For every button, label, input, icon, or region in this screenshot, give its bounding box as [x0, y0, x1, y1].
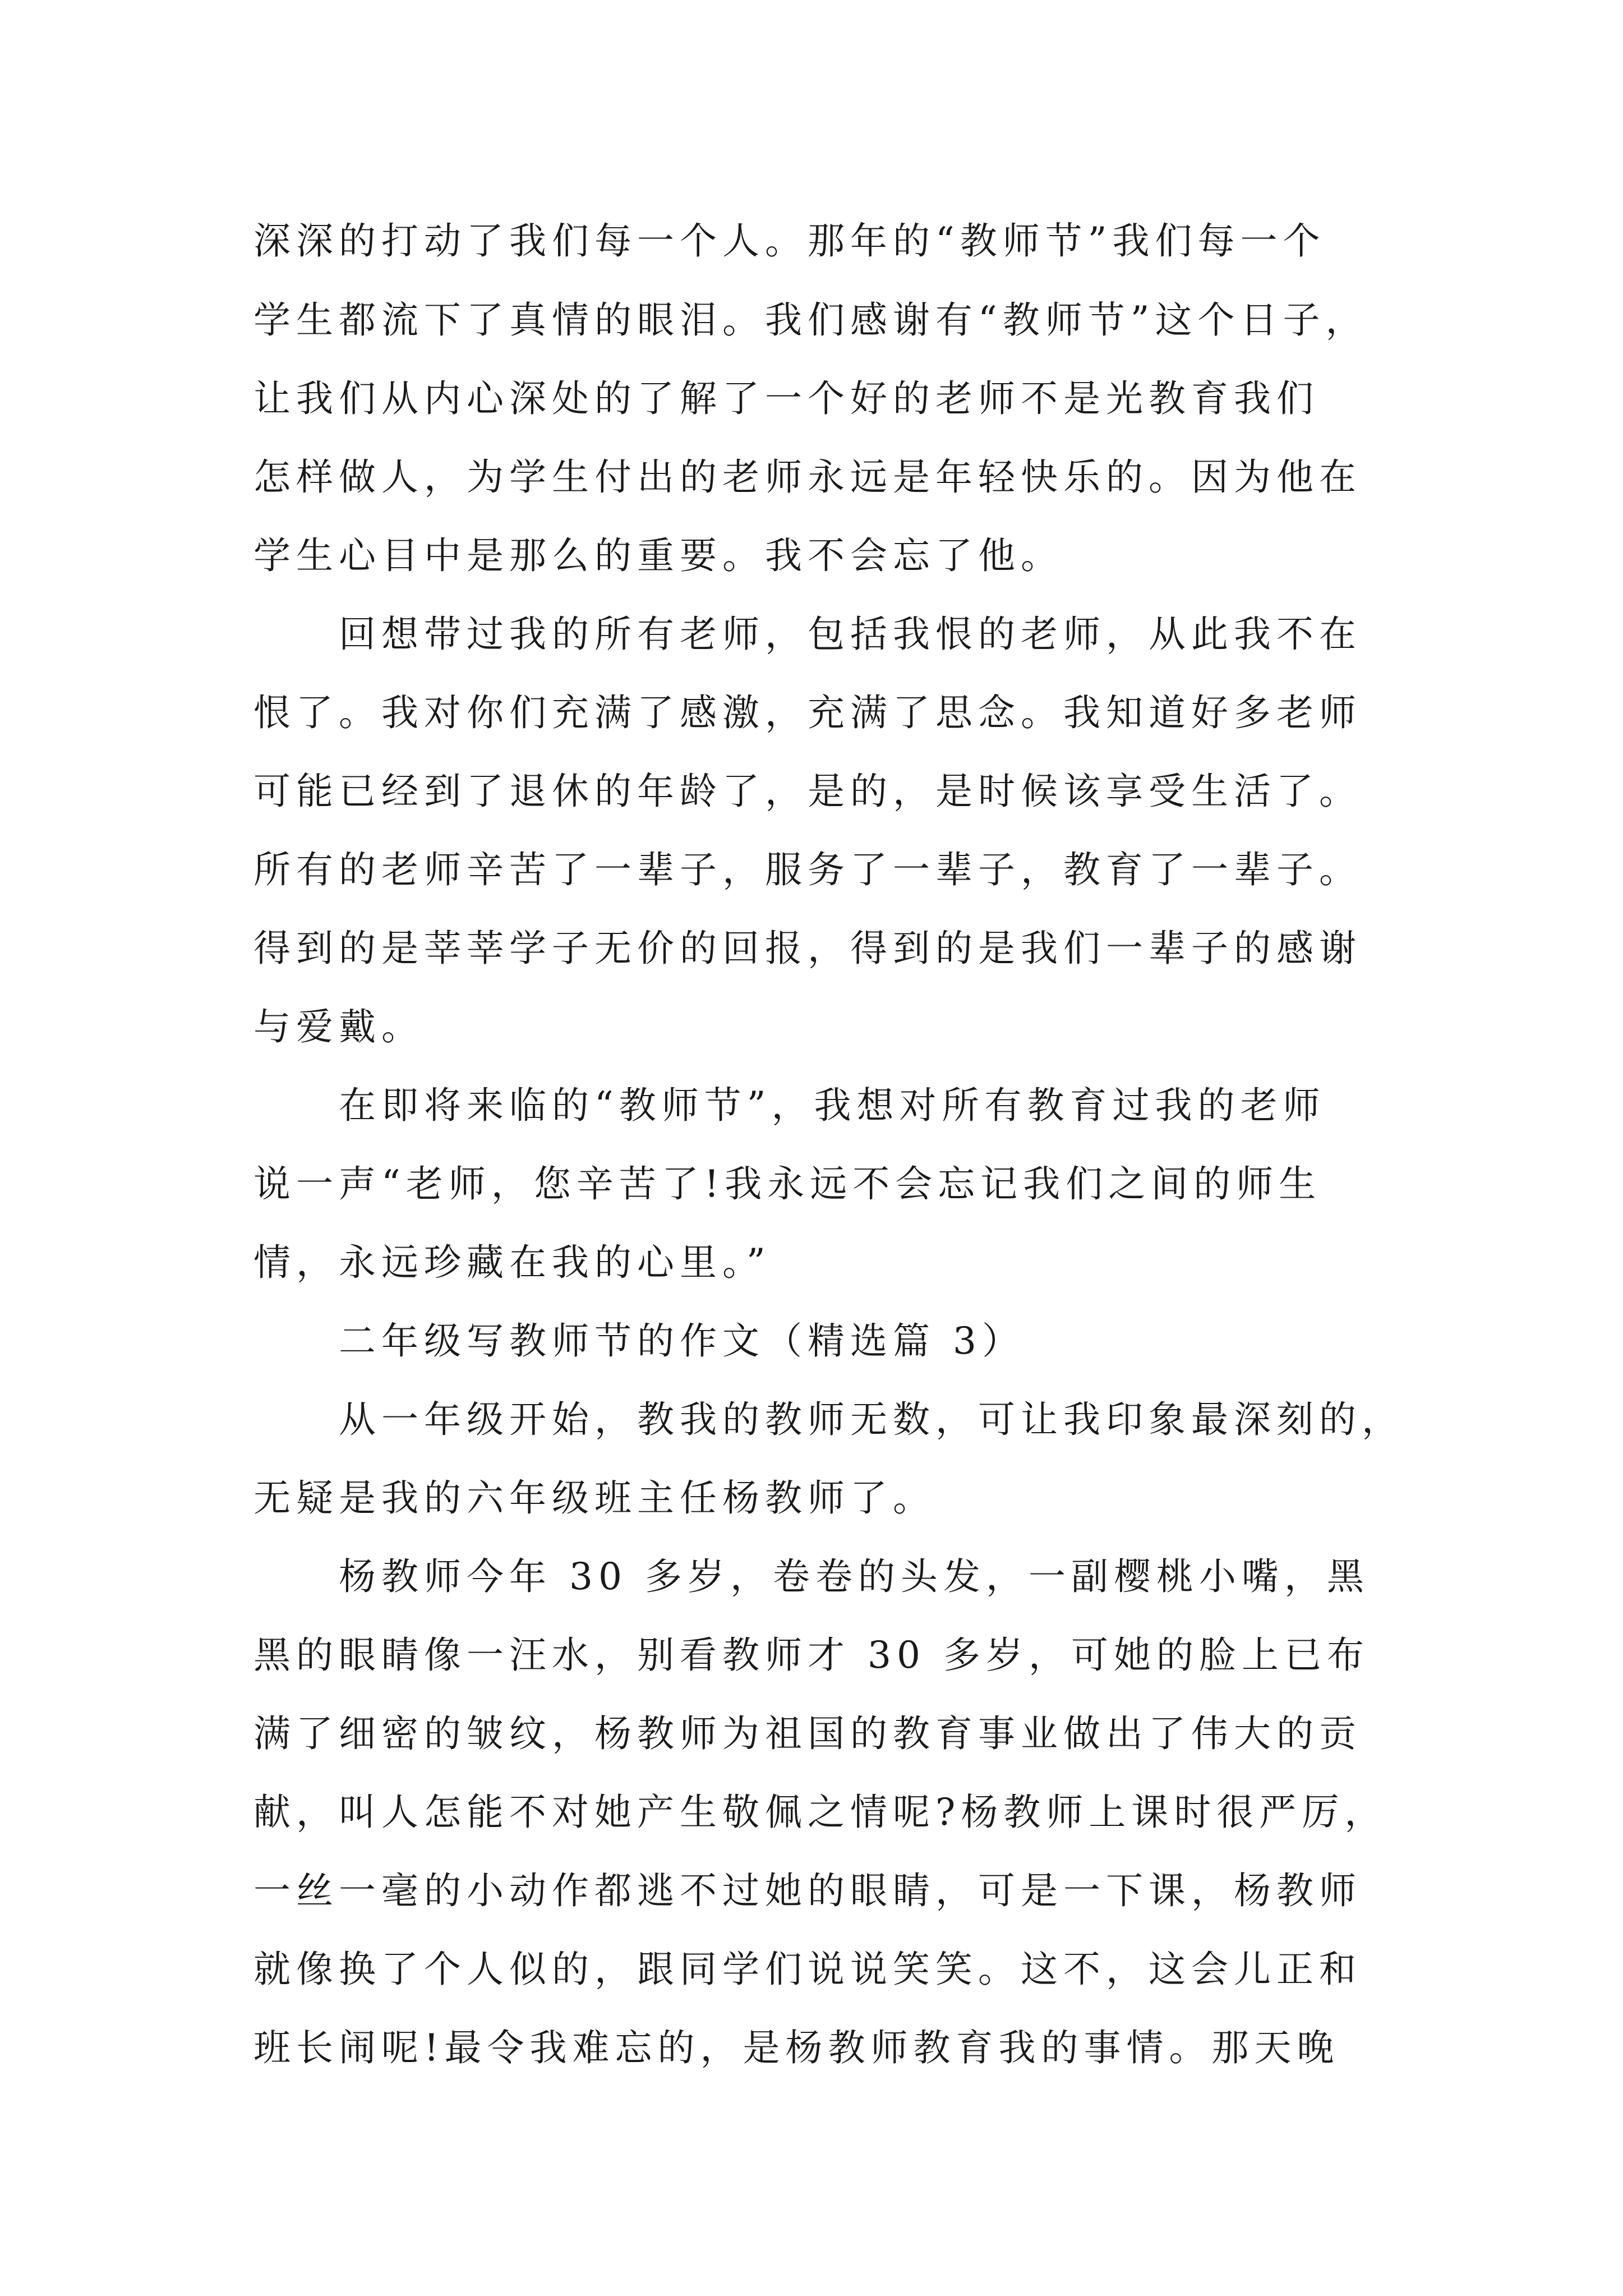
text-line: 让我们从内心深处的了解了一个好的老师不是光教育我们	[253, 377, 1319, 420]
section-heading: 二年级写教师节的作文（精选篇 3）	[339, 1319, 1025, 1363]
text-line: 黑的眼睛像一汪水，别看教师才 30 多岁，可她的脸上已布	[253, 1634, 1370, 1677]
text-line: 献，叫人怎能不对她产生敬佩之情呢?杨教师上课时很严厉，	[253, 1791, 1387, 1834]
text-line: 就像换了个人似的，跟同学们说说笑笑。这不，这会儿正和	[253, 1948, 1362, 1991]
text-line: 从一年级开始，教我的教师无数，可让我印象最深刻的，	[339, 1398, 1404, 1441]
text-line: 所有的老师辛苦了一辈子，服务了一辈子，教育了一辈子。	[253, 848, 1362, 891]
text-line: 可能已经到了退休的年龄了，是的，是时候该享受生活了。	[253, 770, 1362, 813]
text-line: 满了细密的皱纹，杨教师为祖国的教育事业做出了伟大的贡	[253, 1712, 1362, 1755]
text-line: 回想带过我的所有老师，包括我恨的老师，从此我不在	[339, 613, 1362, 656]
text-line: 杨教师今年 30 多岁，卷卷的头发，一副樱桃小嘴，黑	[339, 1555, 1370, 1598]
text-line: 学生心目中是那么的重要。我不会忘了他。	[253, 534, 1063, 577]
text-line: 一丝一毫的小动作都逃不过她的眼睛，可是一下课，杨教师	[253, 1869, 1362, 1912]
text-line: 得到的是莘莘学子无价的回报，得到的是我们一辈子的感谢	[253, 927, 1362, 970]
text-line: 情，永远珍藏在我的心里。”	[253, 1241, 771, 1284]
text-line: 无疑是我的六年级班主任杨教师了。	[253, 1476, 935, 1520]
text-line: 班长闹呢!最令我难忘的，是杨教师教育我的事情。那天晚	[253, 2026, 1340, 2069]
text-line: 在即将来临的“教师节”，我想对所有教育过我的老师	[339, 1084, 1326, 1127]
text-line: 说一声“老师，您辛苦了!我永远不会忘记我们之间的师生	[253, 1162, 1322, 1205]
text-line: 恨了。我对你们充满了感激，充满了思念。我知道好多老师	[253, 691, 1362, 734]
text-line: 深深的打动了我们每一个人。那年的“教师节”我们每一个	[253, 219, 1326, 263]
text-line: 怎样做人，为学生付出的老师永远是年轻快乐的。因为他在	[253, 455, 1362, 499]
text-line: 与爱戴。	[253, 1005, 424, 1048]
text-line: 学生都流下了真情的眼泪。我们感谢有“教师节”这个日子，	[253, 298, 1368, 342]
